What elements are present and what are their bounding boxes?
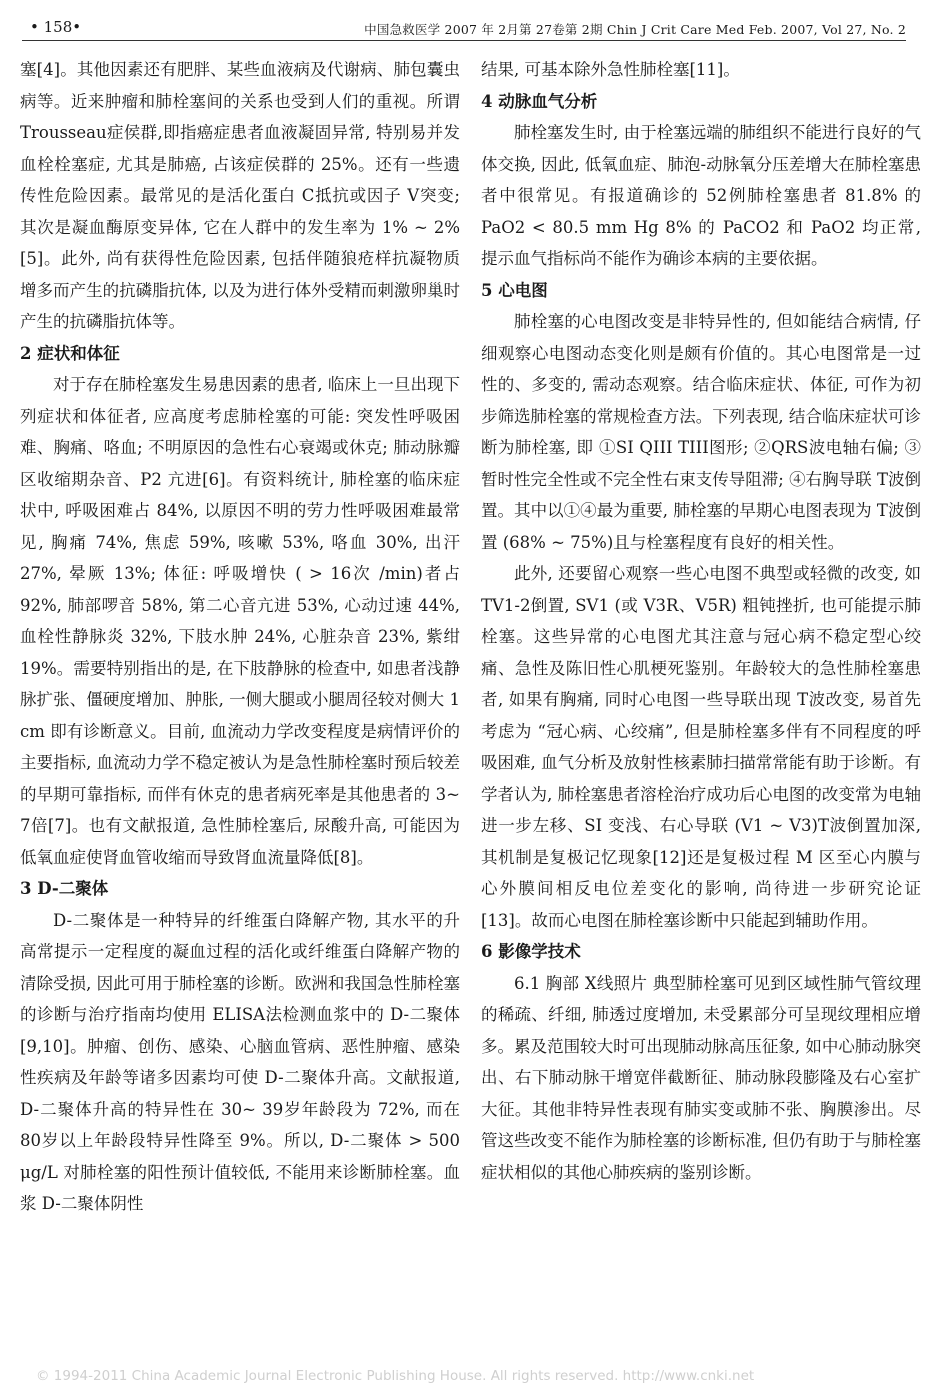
page-number: • 158•: [30, 18, 82, 36]
paragraph-ecg-2: 此外, 还要留心观察一些心电图不典型或轻微的改变, 如 TV1-2倒置, SV1 (或 V3R、V5R) 粗钝挫折, 也可能提示肺栓塞。这些异常的心电图尤其注意与冠心病不稳定型心绞痛、急性及陈旧性心肌梗死鉴别。年龄较大的急性肺栓塞患者, 如果有胸痛, 同时心电图一些导联出现 T波改变, 易首先考虑为 “冠心病、心绞痛”, 但是肺栓塞多伴有不同程度的呼吸困难, 血气分析及放射性核素肺扫描常常能有助于诊断。有学者认为, 肺栓塞患者溶栓治疗成功后心电图的改变常为电轴进一步左移、SI 变浅、右心导联 (V1 ~ V3)T波倒置加深, 其机制是复极记忆现象[12]还是复极过程 M 区至心内膜与心外膜间相反电位差变化的影响, 尚待进一步研究论证[13]。故而心电图在肺栓塞诊断中只能起到辅助作用。: [481, 564, 921, 930]
paragraph-blood-gas: 肺栓塞发生时, 由于栓塞远端的肺组织不能进行良好的气体交换, 因此, 低氧血症、肺泡-动脉氧分压差增大在肺栓塞患者中很常见。有报道确诊的 52例肺栓塞患者 81.8% 的 PaO2 < 80.5 mm Hg 8% 的 PaCO2 和 PaO2 均正常, 提示血气指标尚不能作为确诊本病的主要依据。: [481, 123, 921, 268]
section-heading-4: 4 动脉血气分析: [481, 91, 598, 111]
copyright-footer: © 1994-2011 China Academic Journal Electronic Publishing House. All rights reserved. http://www.cnki.net: [36, 1368, 755, 1384]
paragraph-d-dimer: D-二聚体是一种特异的纤维蛋白降解产物, 其水平的升高常提示一定程度的凝血过程的活化或纤维蛋白降解产物的清除受损, 因此可用于肺栓塞的诊断。欧洲和我国急性肺栓塞的诊断与治疗指南均使用 ELISA法检测血浆中的 D-二聚体[9,10]。肿瘤、创伤、感染、心脑血管病、恶性肿瘤、感染性疾病及年龄等诸多因素均可使 D-二聚体升高。文献报道, D-二聚体升高的特异性在 30~ 39岁年龄段为 72%, 而在 80岁以上年龄段特异性降至 9%。所以, D-二聚体 > 500 μg/L 对肺栓塞的阳性预计值较低, 不能用来诊断肺栓塞。血浆 D-二聚体阴性: [20, 910, 460, 1213]
paragraph-risk-factors: 塞[4]。其他因素还有肥胖、某些血液病及代谢病、肺包囊虫病等。近来肿瘤和肺栓塞间的关系也受到人们的重视。所谓 Trousseau症侯群,即指癌症患者血液凝固异常, 特别易并发血栓栓塞症, 尤其是肺癌, 占该症侯群的 25%。还有一些遗传性危险因素。最常见的是活化蛋白 C抵抗或因子 V突变; 其次是凝血酶原变异体, 它在人群中的发生率为 1% ~ 2%[5]。此外, 尚有获得性危险因素, 包括伴随狼疮样抗凝物质增多而产生的抗磷脂抗体, 以及为进行体外受精而刺激卵巢时产生的抗磷脂抗体等。: [20, 60, 460, 331]
paragraph-symptoms: 对于存在肺栓塞发生易患因素的患者, 临床上一旦出现下列症状和体征者, 应高度考虑肺栓塞的可能: 突发性呼吸困难、胸痛、咯血; 不明原因的急性右心衰竭或休克; 肺动脉瓣区收缩期杂音、P2 亢进[6]。有资料统计, 肺栓塞的临床症状中, 呼吸困难占 84%, 以原因不明的劳力性呼吸困难最常见, 胸痛 74%, 焦虑 59%, 咳嗽 53%, 咯血 30%, 出汗 27%, 晕厥 13%; 体征: 呼吸增快 ( > 16次 /min)者占 92%, 肺部啰音 58%, 第二心音亢进 53%, 心动过速 44%, 血栓性静脉炎 32%, 下肢水肿 24%, 心脏杂音 23%, 紫绀 19%。需要特别指出的是, 在下肢静脉的检查中, 如患者浅静脉扩张、僵硬度增加、肿胀, 一侧大腿或小腿周径较对侧大 1 cm 即有诊断意义。目前, 血流动力学改变程度是病情评价的主要指标, 血流动力学不稳定被认为是急性肺栓塞时预后较差的早期可靠指标, 而伴有休克的患者病死率是其他患者的 3~ 7倍[7]。也有文献报道, 急性肺栓塞后, 尿酸升高, 可能因为低氧血症使肾血管收缩而导致肾血流量降低[8]。: [20, 375, 460, 867]
journal-citation: 中国急救医学 2007 年 2月第 27卷第 2期 Chin J Crit Care Med Feb. 2007, Vol 27, No. 2: [364, 22, 906, 37]
running-header: [22, 14, 906, 41]
section-heading-3: 3 D-二聚体: [20, 879, 109, 898]
section-heading-6: 6 影像学技术: [481, 942, 581, 961]
paragraph-imaging: 6.1 胸部 X线照片 典型肺栓塞可见到区域性肺气管纹理的稀疏、纤细, 肺透过度增加, 未受累部分可呈现纹理相应增多。累及范围较大时可出现肺动脉高压征象, 如中心肺动脉突出、右下肺动脉干增宽伴截断征、肺动脉段膨隆及右心室扩大征。其他非特异性表现有肺实变或肺不张、胸膜渗出。尽管这些改变不能作为肺栓塞的诊断标准, 但仍有助于与肺栓塞症状相似的其他心肺疾病的鉴别诊断。: [481, 973, 921, 1182]
paragraph-ecg-1: 肺栓塞的心电图改变是非特异性的, 但如能结合病情, 仔细观察心电图动态变化则是颇有价值的。其心电图常是一过性的、多变的, 需动态观察。结合临床症状、体征, 可作为初步筛选肺栓塞的常规检查方法。下列表现, 结合临床症状可诊断为肺栓塞, 即 ①SI QIII TIII图形; ②QRS波电轴右偏; ③暂时性完全性或不完全性右束支传导阻滞; ④右胸导联 T波倒置。其中以①④最为重要, 肺栓塞的早期心电图表现为 T波倒置 (68% ~ 75%)且与栓塞程度有良好的相关性。: [481, 312, 921, 552]
paragraph-continued: 结果, 可基本除外急性肺栓塞[11]。: [481, 60, 740, 79]
section-heading-2: 2 症状和体征: [20, 343, 120, 363]
right-column: [481, 54, 921, 1188]
section-heading-5: 5 心电图: [481, 280, 548, 300]
left-column: [20, 54, 460, 1220]
